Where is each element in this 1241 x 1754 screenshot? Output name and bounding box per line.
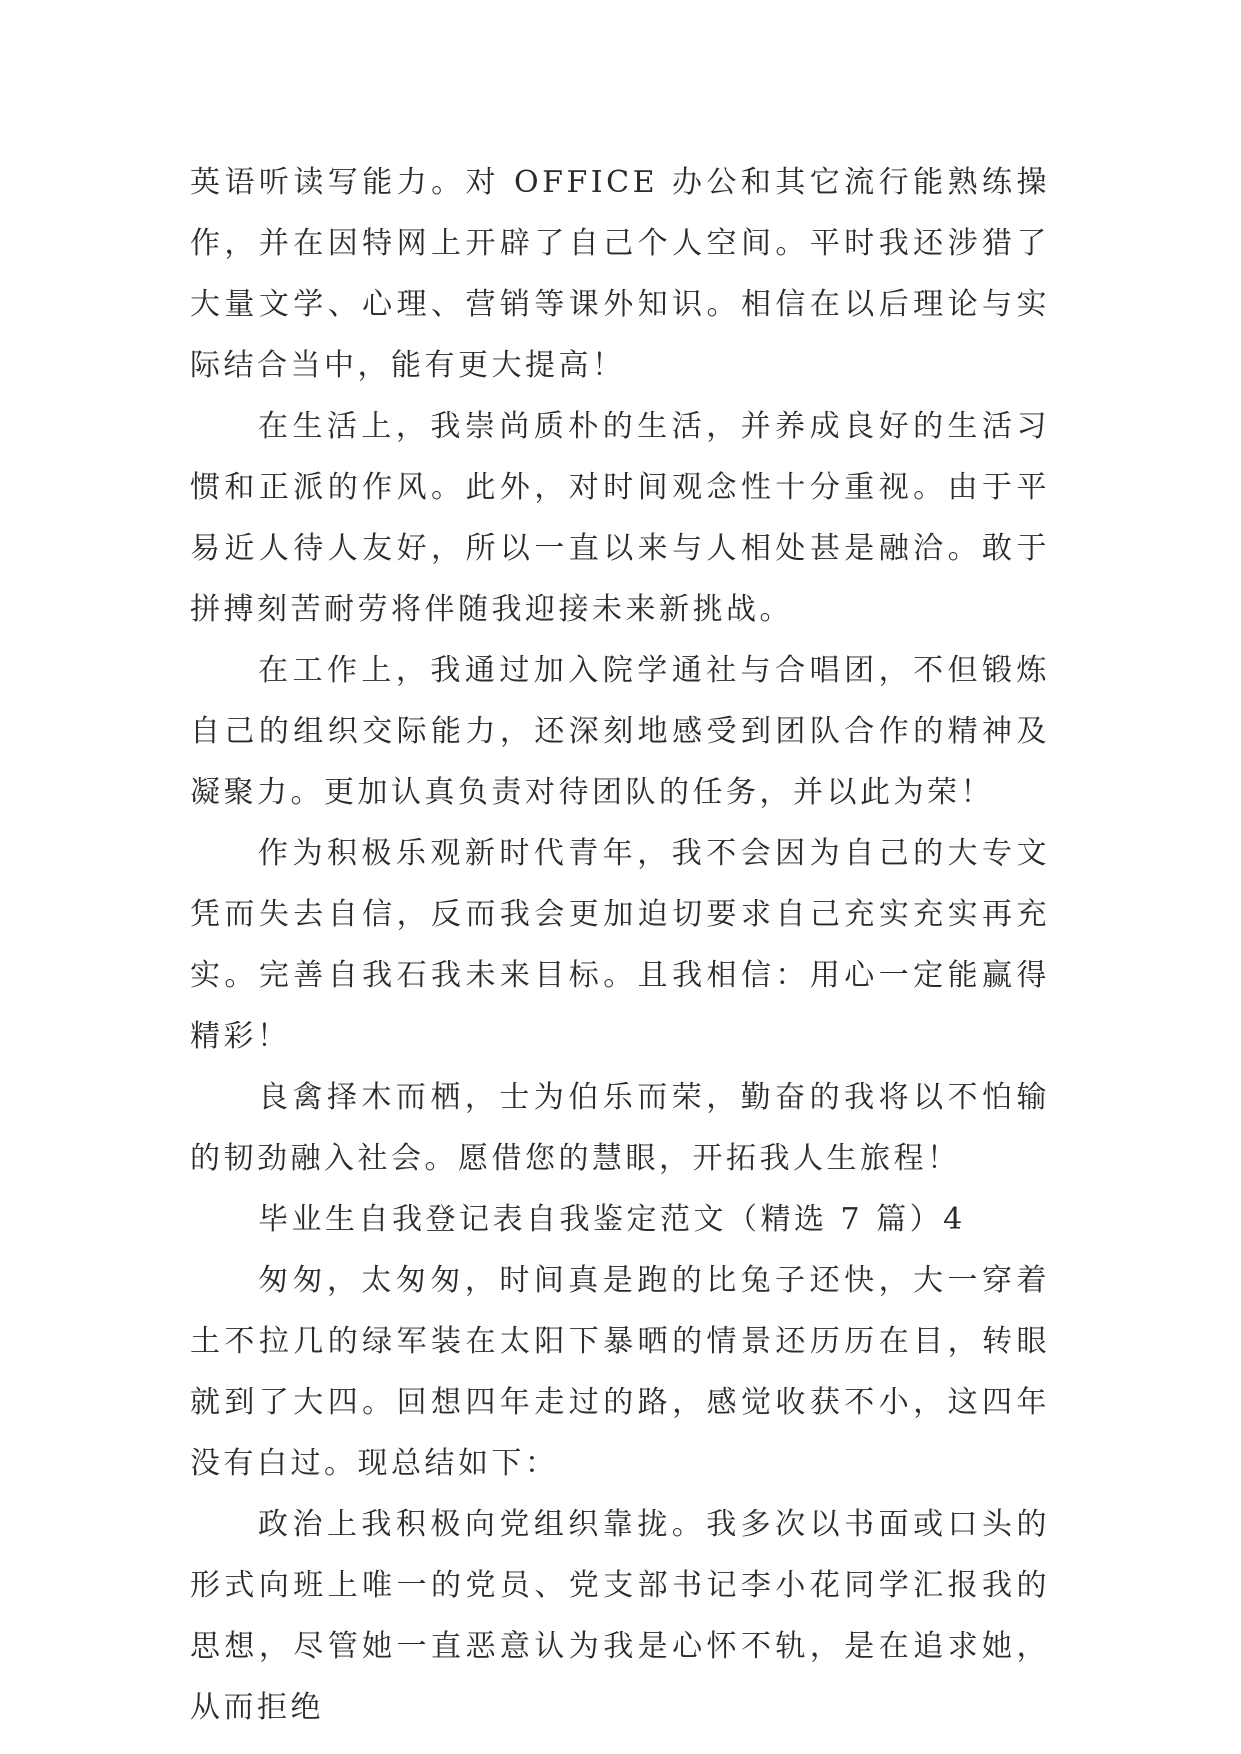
paragraph-work: 在工作上，我通过加入院学通社与合唱团，不但锻炼自己的组织交际能力，还深刻地感受到团队合作的精神及凝聚力。更加认真负责对待团队的任务，并以此为荣！	[190, 653, 1050, 810]
paragraph-politics: 政治上我积极向党组织靠拢。我多次以书面或口头的形式向班上唯一的党员、党支部书记李小花同学汇报我的思想，尽管她一直恶意认为我是心怀不轨，是在追求她，从而拒绝	[190, 1507, 1050, 1725]
paragraph-life: 在生活上，我崇尚质朴的生活，并养成良好的生活习惯和正派的作风。此外，对时间观念性十分重视。由于平易近人待人友好，所以一直以来与人相处甚是融洽。敢于拼搏刻苦耐劳将伴随我迎接未来新挑战。	[190, 409, 1050, 627]
document-body	[190, 152, 1050, 1738]
paragraph-intro: 匆匆，太匆匆，时间真是跑的比兔子还快，大一穿着土不拉几的绿军装在太阳下暴晒的情景还历历在目，转眼就到了大四。回想四年走过的路，感觉收获不小，这四年没有白过。现总结如下：	[190, 1263, 1050, 1481]
section-heading: 毕业生自我登记表自我鉴定范文（精选 7 篇）4	[258, 1202, 966, 1237]
paragraph-confidence: 作为积极乐观新时代青年，我不会因为自己的大专文凭而失去自信，反而我会更加迫切要求自己充实充实再充实。完善自我石我未来目标。且我相信：用心一定能赢得精彩！	[190, 836, 1050, 1054]
paragraph-closing: 良禽择木而栖，士为伯乐而荣，勤奋的我将以不怕输的韧劲融入社会。愿借您的慧眼，开拓我人生旅程！	[190, 1080, 1050, 1176]
paragraph-skills: 英语听读写能力。对 OFFICE 办公和其它流行能熟练操作，并在因特网上开辟了自己个人空间。平时我还涉猎了大量文学、心理、营销等课外知识。相信在以后理论与实际结合当中，能有更大提高！	[190, 165, 1050, 383]
